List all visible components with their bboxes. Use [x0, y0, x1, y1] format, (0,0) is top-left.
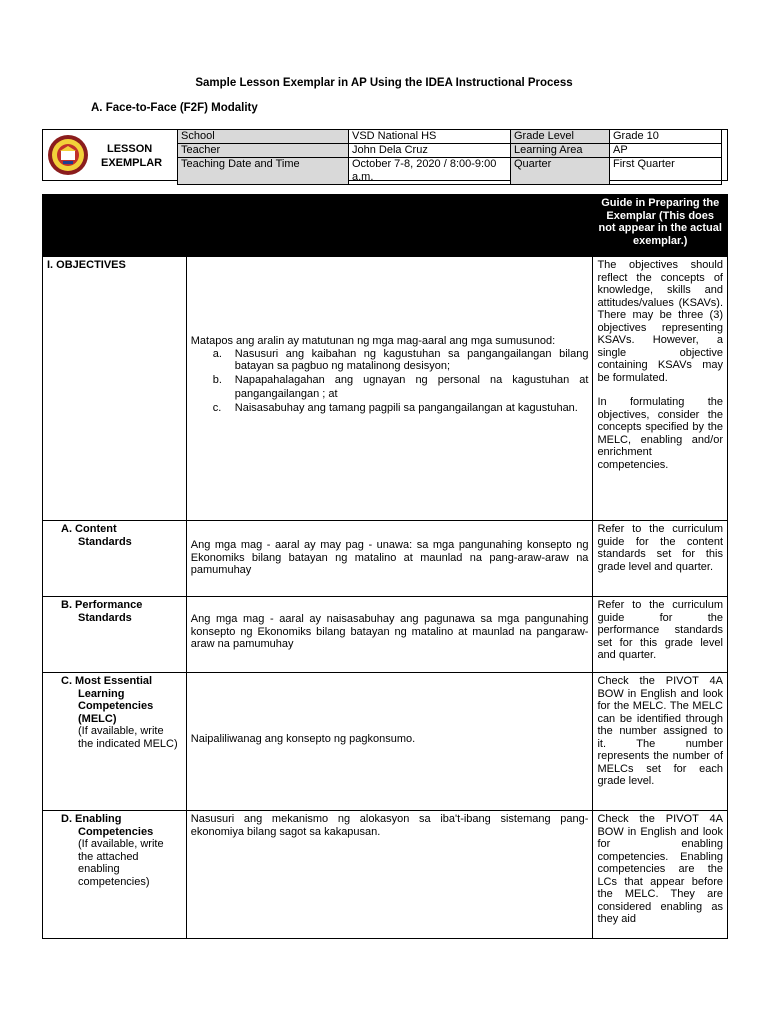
- enabling-note: (If available, write the attached enabling competencies): [78, 838, 164, 888]
- melc-note: (If available, write the indicated MELC): [78, 725, 178, 750]
- objectives-guide: The objectives should reflect the concepts of knowledge, skills and attitudes/values (KSAVs). There may be three (3) objectives representing KSAVs. However, a single objective containing KSAVs may be formulated. In formulating the objectives, consider the concepts specified by the MELC, enabling and/or enrichment competencies.: [593, 257, 728, 521]
- table-header-row: [43, 195, 728, 257]
- content-guide: Refer to the curriculum guide for the content standards set for this grade level and quarter.: [593, 521, 728, 597]
- info-row-school: School VSD National HS Grade Level Grade 10: [178, 130, 722, 144]
- school-seal-icon: [47, 134, 89, 176]
- lesson-exemplar-label: LESSON EXEMPLAR: [101, 143, 163, 169]
- guide-header: Guide in Preparing the Exemplar (This does not appear in the actual exemplar.): [593, 195, 728, 257]
- melc-row: C. Most Essential Learning Competencies (MELC) (If available, write the indicated MELC) Naipaliliwanag ang konsepto ng pagkonsumo. Check the PIVOT 4A BOW in English and look for the MELC. The MELC can be identified through the number assigned to it. The number represents the number of MELCs set for each grade level.: [43, 673, 728, 811]
- lesson-info-table: [177, 129, 722, 185]
- list-item: c. Naisasabuhay ang tamang pagpili sa pangangailangan at kagustuhan.: [212, 401, 578, 414]
- performance-standards-label: B. Performance Standards: [61, 599, 143, 624]
- objectives-label: I. OBJECTIVES: [47, 259, 126, 271]
- list-item: a. Nasusuri ang kaibahan ng kagustuhan sa pangangailangan bilang batayan sa pagbuo ng matalinong desisyon;: [212, 347, 589, 372]
- modality-heading: A. Face-to-Face (F2F) Modality: [91, 102, 258, 114]
- objectives-row: [43, 257, 728, 521]
- enabling-label: D. Enabling Competencies: [61, 813, 154, 838]
- performance-standards-row: B. Performance Standards Ang mga mag - aaral ay naisasabuhay ang pagunawa sa mga pangunahing konsepto ng Ekonomiks bilang batayan ng matalino at maunlad na pangaraw-araw na pamumuhay Refer to the curriculum guide for the performance standards set for this grade level and quarter.: [43, 597, 728, 673]
- objectives-intro: Matapos ang aralin ay matutunan ng mga mag-aaral ang mga sumusunod:: [190, 335, 556, 347]
- info-row-teacher: Teacher John Dela Cruz Learning Area AP: [178, 144, 722, 158]
- list-item: b. Napapahalagahan ang ugnayan ng personal na kagustuhan at pangangailangan ; at: [212, 373, 589, 400]
- objectives-list: [191, 348, 589, 415]
- content-standards-row: A. Content Standards Ang mga mag - aaral ay may pag - unawa: sa mga pangunahing konsepto ng Ekonomiks bilang batayan ng matalino at maunlad na pang-araw-araw na pamumuhay Refer to the curriculum guide for the content standards set for this grade level and quarter.: [43, 521, 728, 597]
- enabling-guide: Check the PIVOT 4A BOW in English and look for enabling competencies. Enabling competencies are the LCs that appear before the MELC. They are considered enabling as they aid: [593, 811, 728, 939]
- content-standards-label: A. Content Standards: [61, 523, 132, 548]
- melc-label: C. Most Essential Learning Competencies (MELC): [61, 675, 154, 725]
- exemplar-table: [42, 194, 728, 939]
- performance-guide: Refer to the curriculum guide for the performance standards set for this grade level and quarter.: [593, 597, 728, 673]
- info-row-date: Teaching Date and Time October 7-8, 2020 / 8:00-9:00 a.m. Quarter First Quarter: [178, 158, 722, 185]
- lesson-header: [42, 129, 728, 181]
- page-title: Sample Lesson Exemplar in AP Using the IDEA Instructional Process: [195, 77, 573, 89]
- enabling-competencies-row: D. Enabling Competencies (If available, write the attached enabling competencies) Nasusuri ang mekanismo ng alokasyon sa iba't-ibang sistemang pang-ekonomiya bilang sagot sa kakapusan. Check the PIVOT 4A BOW in English and look for enabling competencies. Enabling competencies are the LCs that appear before the MELC. They are considered enabling as they aid: [43, 811, 728, 939]
- melc-guide: Check the PIVOT 4A BOW in English and look for the MELC. The MELC can be identified through the number assigned to it. The number represents the number of MELCs set for each grade level.: [593, 673, 728, 811]
